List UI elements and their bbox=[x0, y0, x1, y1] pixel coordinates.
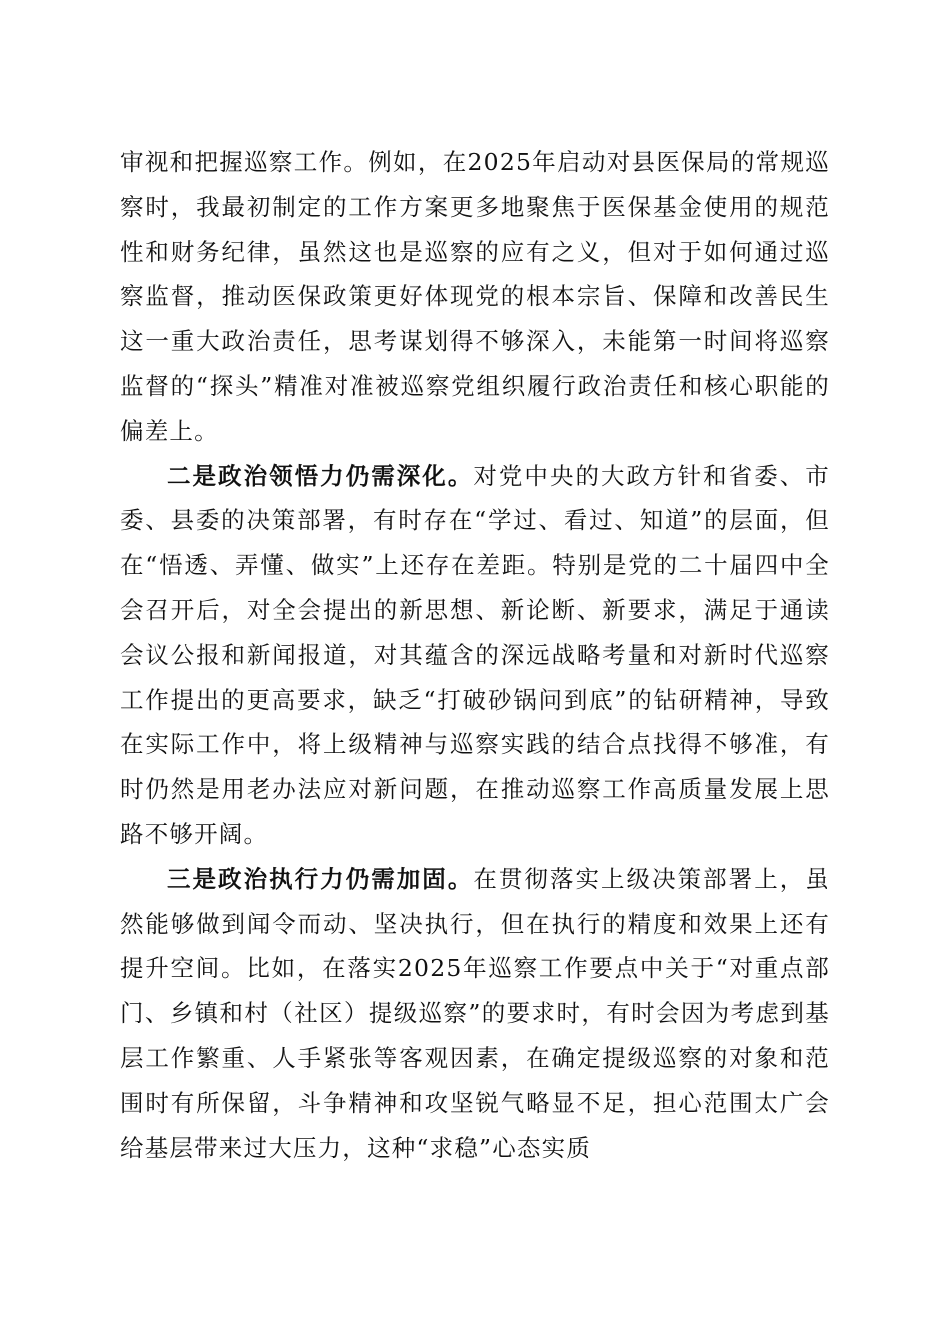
paragraph-lead: 三是政治执行力仍需加固。 bbox=[167, 864, 474, 893]
paragraph-political-understanding bbox=[120, 454, 830, 857]
paragraph-political-execution bbox=[120, 857, 830, 1171]
paragraph-text: 对党中央的大政方针和省委、市委、县委的决策部署，有时存在“学过、看过、知道”的层面，但在“悟透、弄懂、做实”上还存在差距。特别是党的二十届四中全会召开后，对全会提出的新思想、新论断、新要求，满足于通读会议公报和新闻报道，对其蕴含的深远战略考量和对新时代巡察工作提出的更高要求，缺乏“打破砂锅问到底”的钻研精神，导致在实际工作中，将上级精神与巡察实践的结合点找得不够准，有时仍然是用老办法应对新问题，在推动巡察工作高质量发展上思路不够开阔。 bbox=[120, 461, 830, 848]
paragraph-continuation bbox=[120, 140, 830, 454]
paragraph-text: 审视和把握巡察工作。例如，在2025年启动对县医保局的常规巡察时，我最初制定的工作方案更多地聚焦于医保基金使用的规范性和财务纪律，虽然这也是巡察的应有之义，但对于如何通过巡察监督，推动医保政策更好体现党的根本宗旨、保障和改善民生这一重大政治责任，思考谋划得不够深入，未能第一时间将巡察监督的“探头”精准对准被巡察党组织履行政治责任和核心职能的偏差上。 bbox=[120, 148, 830, 445]
document-body bbox=[120, 140, 830, 1170]
paragraph-lead: 二是政治领悟力仍需深化。 bbox=[167, 461, 474, 490]
paragraph-text: 在贯彻落实上级决策部署上，虽然能够做到闻令而动、坚决执行，但在执行的精度和效果上还有提升空间。比如，在落实2025年巡察工作要点中关于“对重点部门、乡镇和村（社区）提级巡察”的要求时，有时会因为考虑到基层工作繁重、人手紧张等客观因素，在确定提级巡察的对象和范围时有所保留，斗争精神和攻坚锐气略显不足，担心范围太广会给基层带来过大压力，这种“求稳”心态实质 bbox=[120, 864, 830, 1162]
